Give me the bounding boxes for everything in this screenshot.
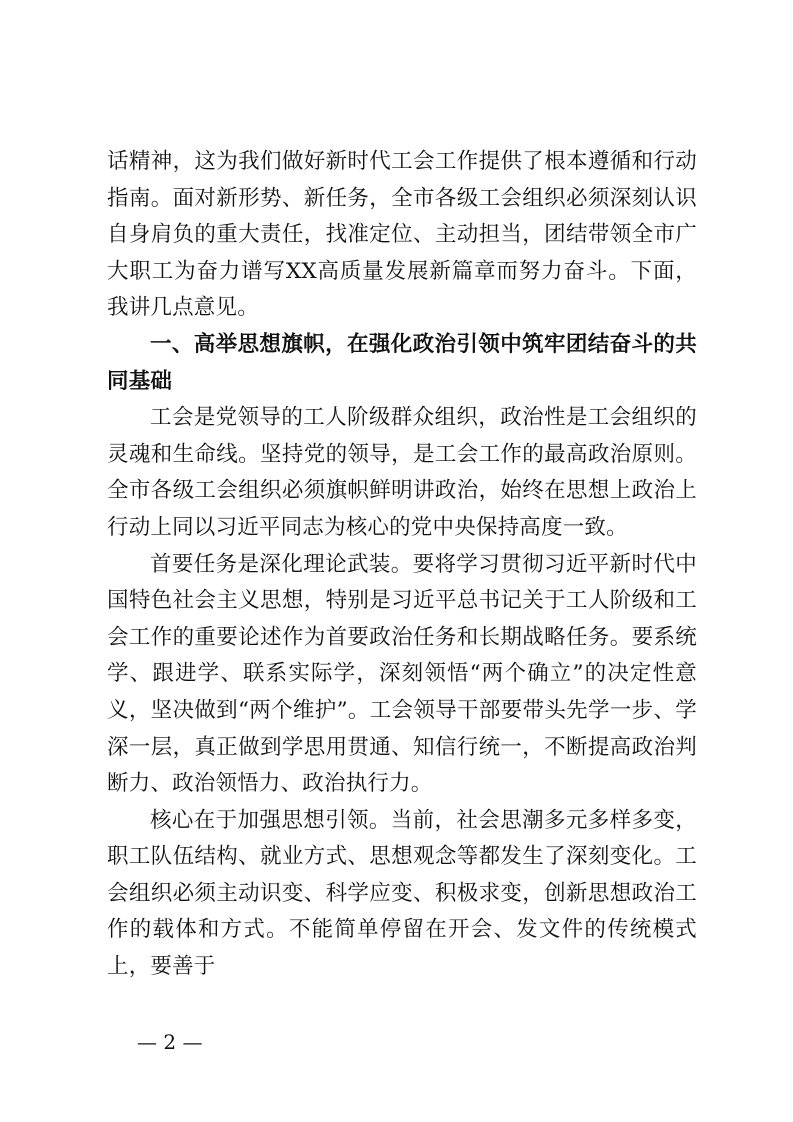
page-number: — 2 — xyxy=(137,1030,203,1054)
paragraph: 核心在于加强思想引领。当前，社会思潮多元多样多变，职工队伍结构、就业方式、思想观念等都发生了深刻变化。工会组织必须主动识变、科学应变、积极求变，创新思想政治工作的载体和方式。不能简单停留在开会、发文件的传统模式上，要善于 xyxy=(107,807,697,980)
paragraph: 首要任务是深化理论武装。要将学习贯彻习近平新时代中国特色社会主义思想，特别是习近平总书记关于工人阶级和工会工作的重要论述作为首要政治任务和长期战略任务。要系统学、跟进学、联系实际学，深刻领悟“两个确立”的决定性意义，坚决做到“两个维护”。工会领导干部要带头先学一步、学深一层，真正做到学思用贯通、知信行统一，不断提高政治判断力、政治领悟力、政治执行力。 xyxy=(107,551,697,797)
paragraph: 工会是党领导的工人阶级群众组织，政治性是工会组织的灵魂和生命线。坚持党的领导，是工会工作的最高政治原则。全市各级工会组织必须旗帜鲜明讲政治，始终在思想上政治上行动上同以习近平同志为核心的党中央保持高度一致。 xyxy=(107,405,697,540)
document-body xyxy=(107,144,697,986)
section-heading: 一、高举思想旗帜，在强化政治引领中筑牢团结奋斗的共同基础 xyxy=(107,331,697,394)
paragraph-continuation: 话精神，这为我们做好新时代工会工作提供了根本遵循和行动指南。面对新形势、新任务，全市各级工会组织必须深刻认识自身肩负的重大责任，找准定位、主动担当，团结带领全市广大职工为奋力谱写XX高质量发展新篇章而努力奋斗。下面，我讲几点意见。 xyxy=(107,149,697,321)
